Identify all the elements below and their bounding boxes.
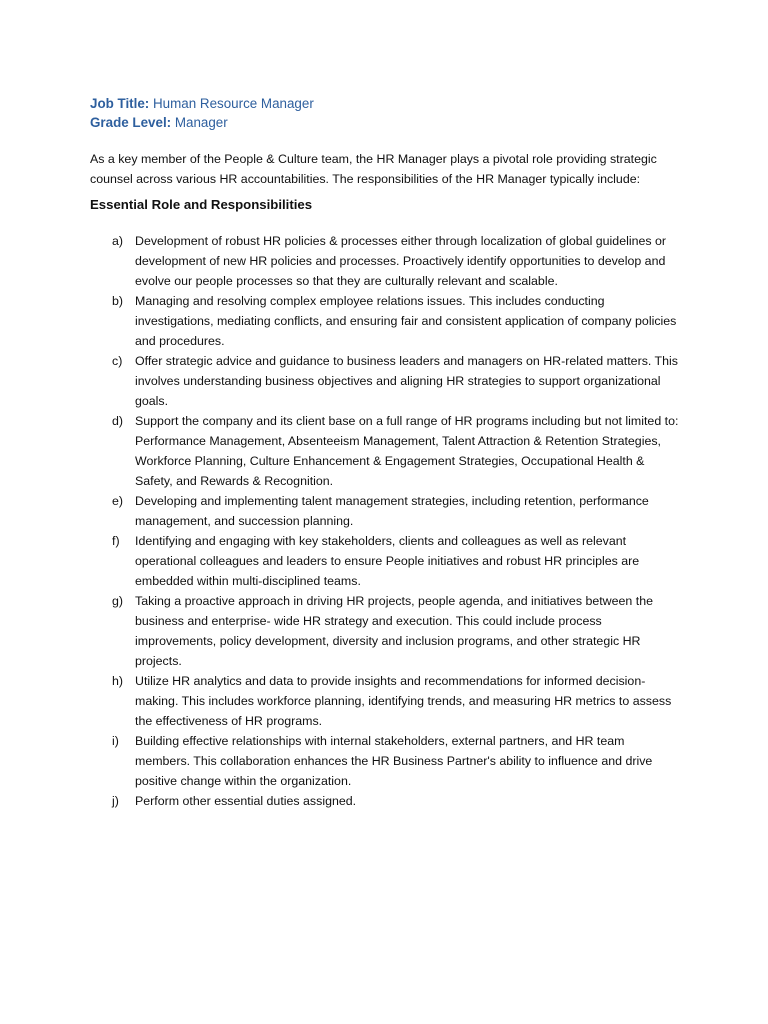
list-marker: g)	[112, 594, 124, 608]
list-marker: j)	[112, 794, 119, 808]
list-marker: i)	[112, 734, 119, 748]
responsibility-item	[90, 351, 680, 411]
responsibility-text: Offer strategic advice and guidance to business leaders and managers on HR-related matters. This involves understanding business objectives and aligning HR strategies to support organizational goals.	[135, 354, 678, 408]
responsibility-item	[90, 231, 680, 291]
job-title-line	[90, 94, 678, 113]
responsibility-item	[90, 411, 680, 491]
responsibility-item	[90, 791, 680, 811]
responsibility-text: Managing and resolving complex employee relations issues. This includes conducting investigations, mediating conflicts, and ensuring fair and consistent application of company policies and procedures.	[135, 294, 677, 348]
section-heading: Essential Role and Responsibilities	[90, 197, 313, 212]
list-marker: a)	[112, 234, 124, 248]
grade-level-line	[90, 113, 678, 132]
responsibility-item	[90, 291, 680, 351]
responsibility-item	[90, 491, 680, 531]
responsibility-text: Developing and implementing talent management strategies, including retention, performance management, and succession planning.	[135, 494, 649, 528]
responsibility-text: Building effective relationships with internal stakeholders, external partners, and HR team members. This collaboration enhances the HR Business Partner's ability to influence and drive positive change within the organization.	[135, 734, 653, 788]
intro-paragraph: As a key member of the People & Culture team, the HR Manager plays a pivotal role providing strategic counsel across various HR accountabilities. The responsibilities of the HR Manager typically include:	[90, 152, 657, 186]
responsibility-text: Development of robust HR policies & processes either through localization of global guidelines or development of new HR policies and processes. Proactively identify opportunities to develop and evolve our people processes so that they are culturally relevant and scalable.	[135, 234, 667, 288]
responsibility-text: Utilize HR analytics and data to provide insights and recommendations for informed decision-making. This includes workforce planning, identifying trends, and measuring HR metrics to assess the effectiveness of HR programs.	[135, 674, 672, 728]
responsibility-item	[90, 731, 680, 791]
responsibility-item	[90, 591, 680, 671]
responsibility-text: Identifying and engaging with key stakeholders, clients and colleagues as well as relevant operational colleagues and leaders to ensure People initiatives and robust HR principles are embedded within multi-disciplined teams.	[135, 534, 640, 588]
responsibilities-list	[90, 231, 678, 811]
grade-level-label: Grade Level:	[90, 115, 172, 130]
list-marker: b)	[112, 294, 124, 308]
responsibility-item	[90, 531, 680, 591]
list-marker: c)	[112, 354, 123, 368]
responsibility-item	[90, 671, 680, 731]
list-marker: h)	[112, 674, 124, 688]
job-title-value: Human Resource Manager	[153, 96, 314, 111]
list-marker: f)	[112, 534, 120, 548]
grade-level-value: Manager	[174, 115, 228, 130]
list-marker: d)	[112, 414, 124, 428]
job-title-label: Job Title:	[90, 96, 150, 111]
responsibility-text: Support the company and its client base on a full range of HR programs including but not limited to: Performance Management, Absenteeism Management, Talent Attraction & Retention Strategies, Workforce Planning, Culture Enhancement & Engagement Strategies, Occupational Health & Safety, and Rewards & Recognition.	[135, 414, 679, 488]
responsibility-text: Taking a proactive approach in driving HR projects, people agenda, and initiatives between the business and enterprise- wide HR strategy and execution. This could include process improvements, policy development, diversity and inclusion programs, and other strategic HR projects.	[135, 594, 653, 668]
list-marker: e)	[112, 494, 124, 508]
responsibility-text: Perform other essential duties assigned.	[135, 794, 357, 808]
